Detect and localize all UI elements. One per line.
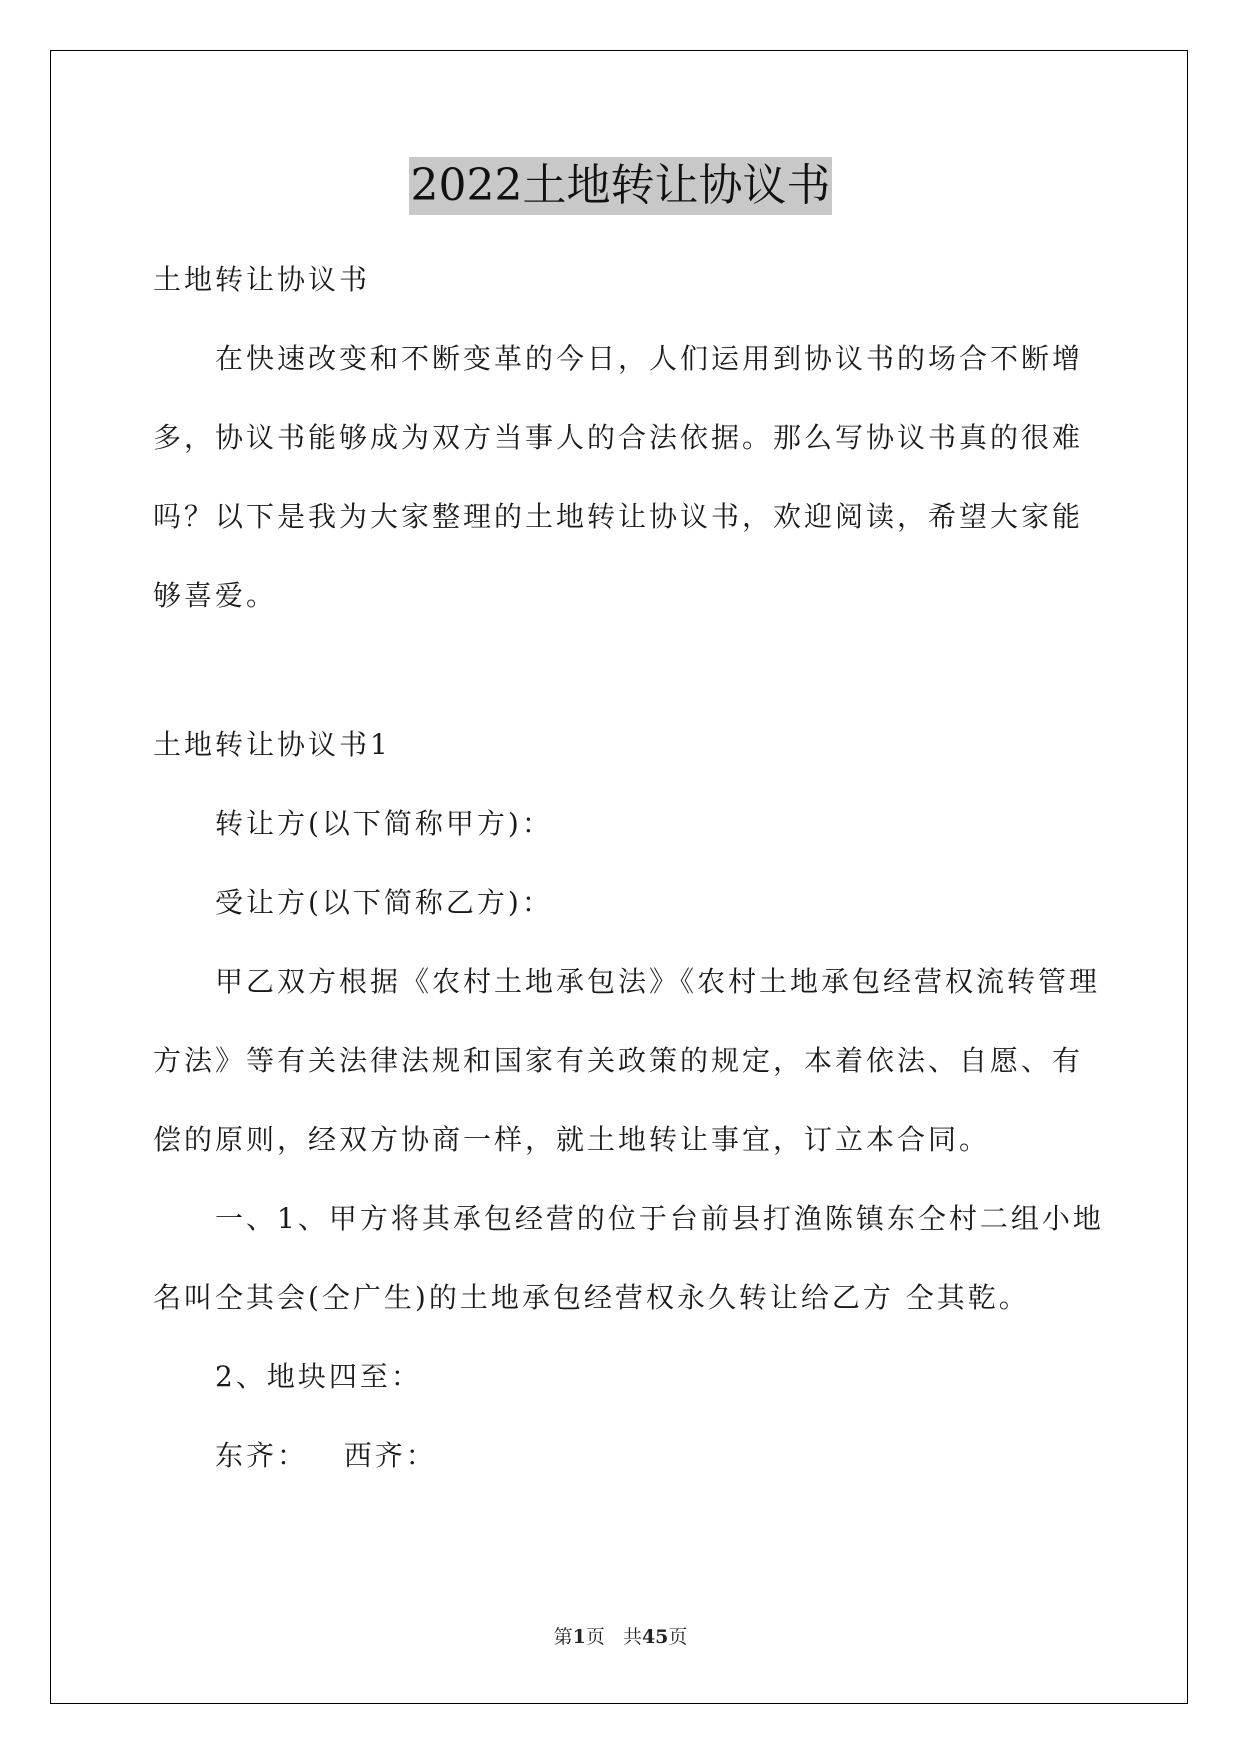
basis-line-2: 方法》等有关法律法规和国家有关政策的规定，本着依法、自愿、有	[153, 1044, 1084, 1077]
transferee-line: 受让方(以下简称乙方)：	[215, 886, 553, 919]
document-body	[153, 240, 1104, 1495]
clause1-line-1: 一、1、甲方将其承包经营的位于台前县打渔陈镇东仝村二组小地	[215, 1202, 1104, 1235]
footer-page-number: 1	[572, 1626, 586, 1648]
intro-line-4: 够喜爱。	[153, 579, 278, 612]
transferor-line: 转让方(以下简称甲方)：	[215, 807, 553, 840]
intro-line-1: 在快速改变和不断变革的今日，人们运用到协议书的场合不断增	[215, 342, 1084, 375]
footer-page-prefix: 第	[553, 1626, 573, 1648]
page-footer	[0, 1622, 1241, 1649]
clause1-line-2: 名叫仝其会(仝广生)的土地承包经营权永久转让给乙方 仝其乾。	[153, 1281, 1030, 1314]
intro-line-2: 多，协议书能够成为双方当事人的合法依据。那么写协议书真的很难	[153, 421, 1084, 454]
section-gap	[153, 635, 1093, 705]
intro-line-3: 吗？以下是我为大家整理的土地转让协议书，欢迎阅读，希望大家能	[153, 500, 1084, 533]
title-container	[0, 157, 1241, 215]
footer-page-suffix: 页	[668, 1626, 688, 1648]
document-subtitle: 土地转让协议书	[153, 263, 371, 296]
document-title: 2022土地转让协议书	[409, 157, 833, 215]
footer-page-mid: 页 共	[585, 1626, 642, 1648]
basis-line-3: 偿的原则，经双方协商一样，就土地转让事宜，订立本合同。	[153, 1123, 991, 1156]
section-title: 土地转让协议书1	[153, 728, 391, 761]
boundaries-line: 东齐： 西齐：	[215, 1439, 437, 1472]
basis-line-1: 甲乙双方根据《农村土地承包法》《农村土地承包经营权流转管理	[215, 965, 1101, 998]
footer-total-pages: 45	[641, 1626, 669, 1648]
clause2-line: 2、地块四至：	[215, 1360, 422, 1393]
